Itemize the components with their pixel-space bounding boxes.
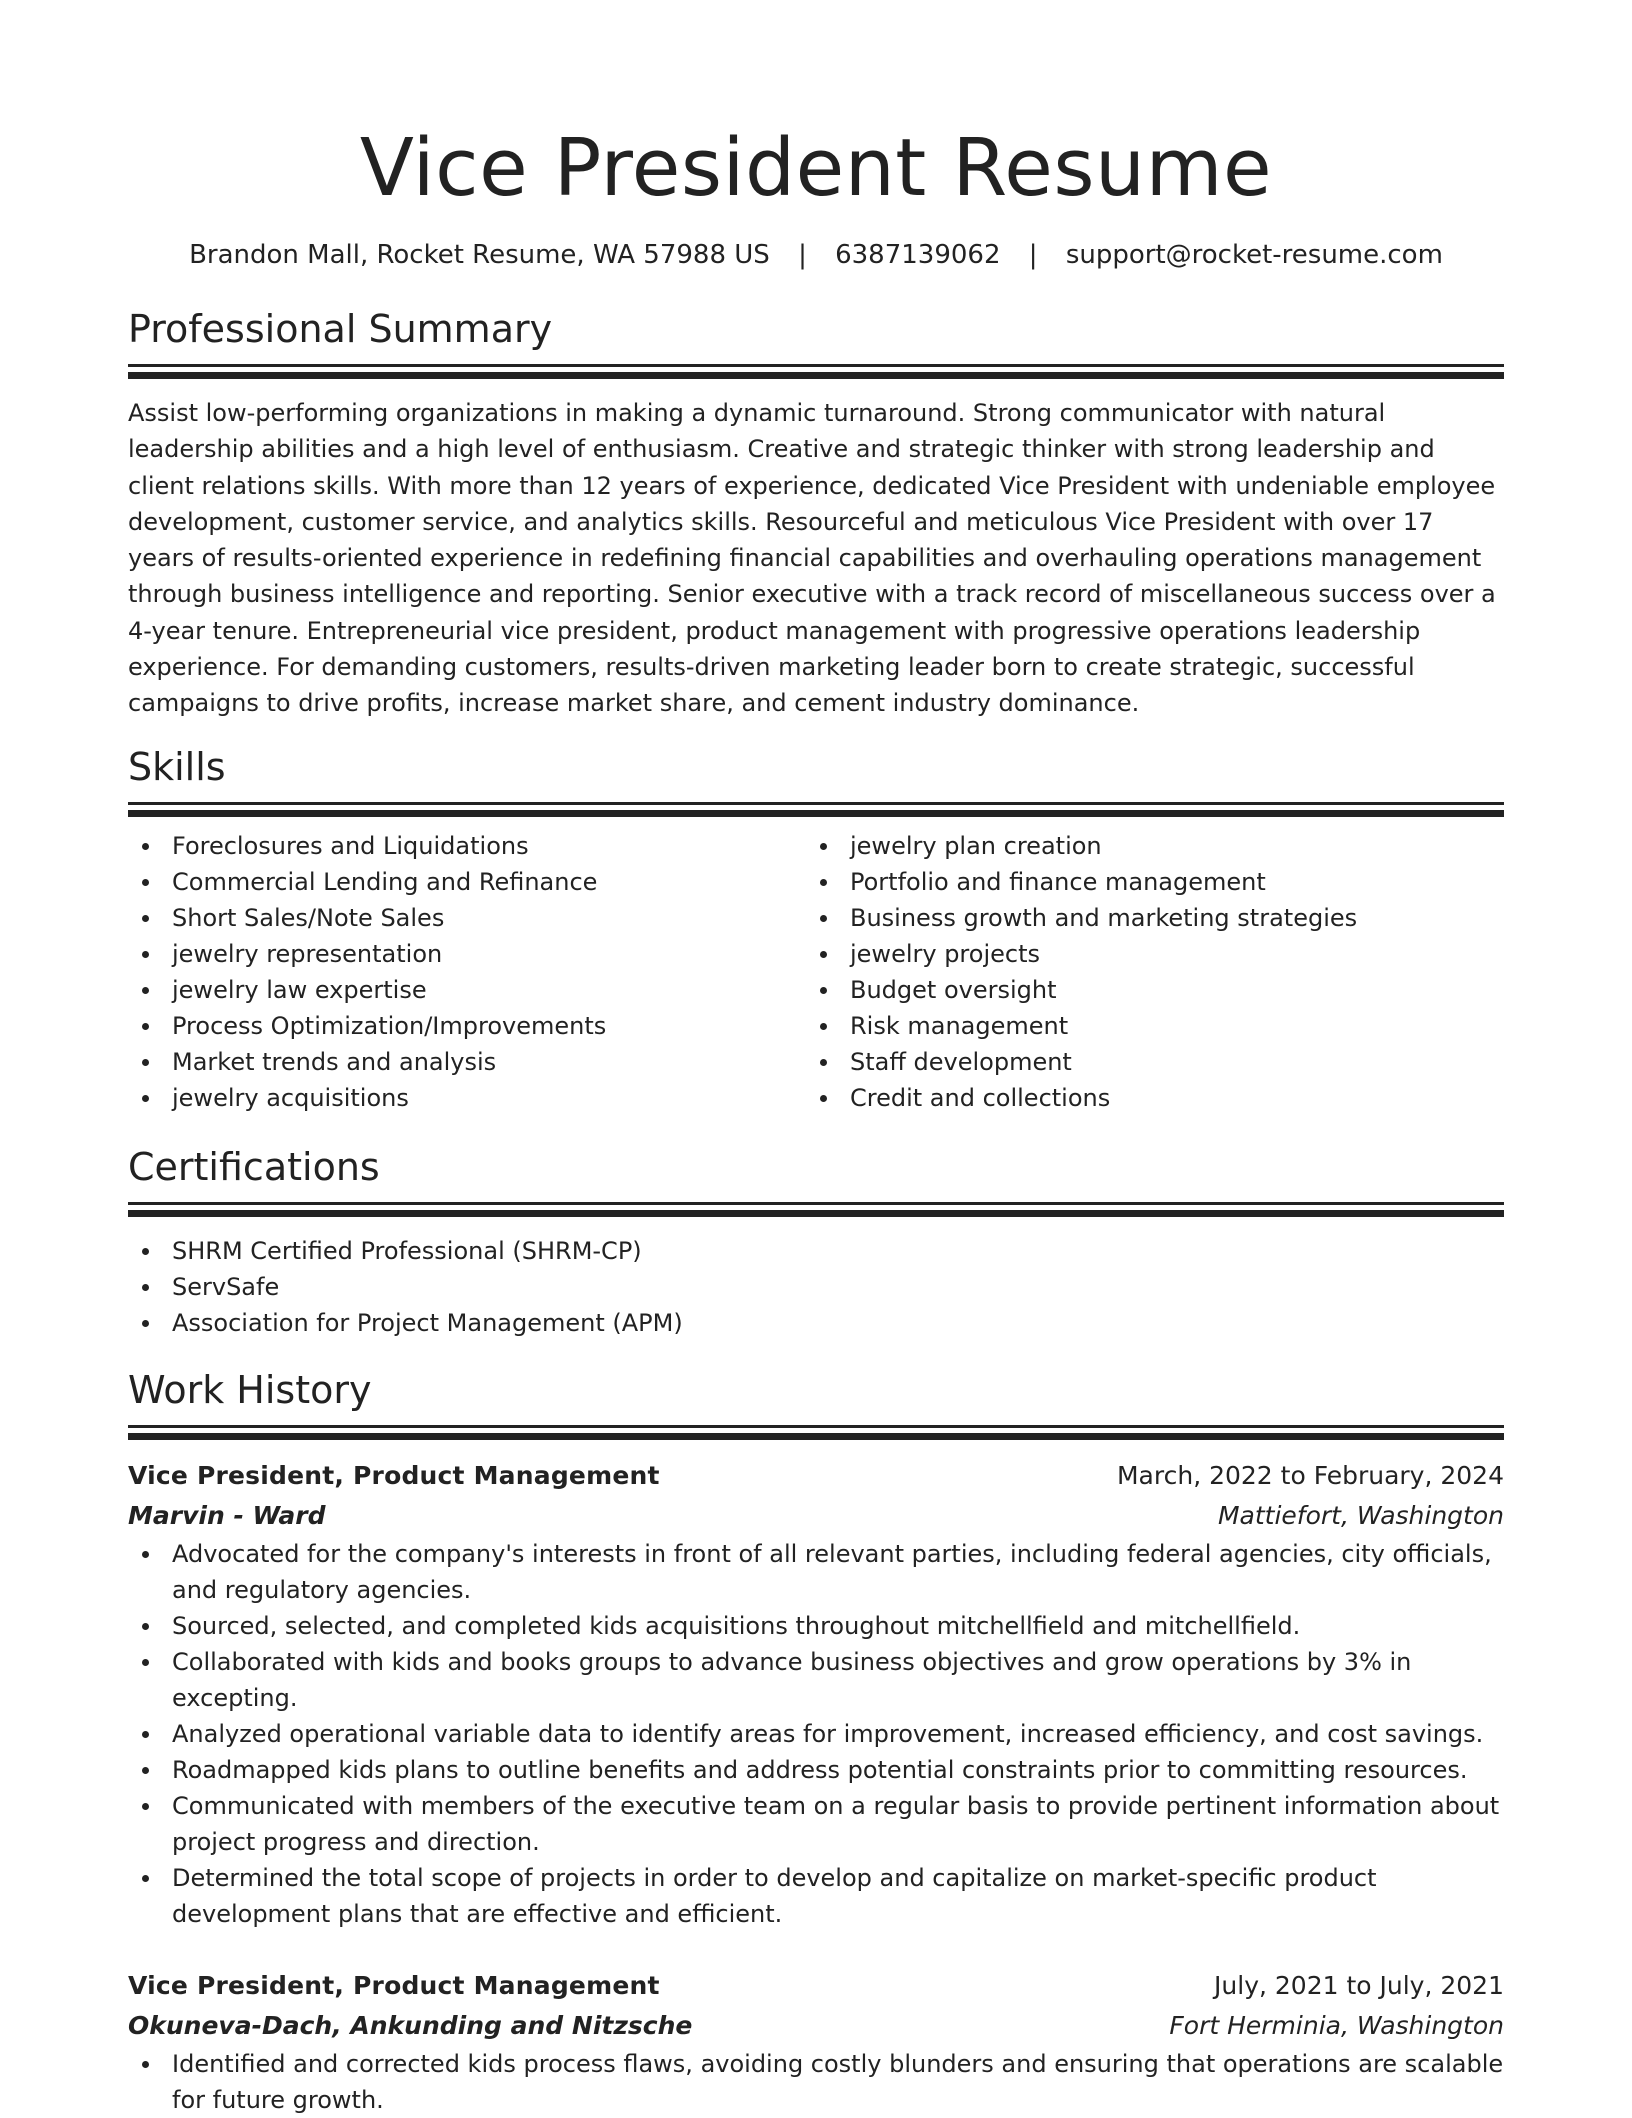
contact-email: support@rocket-resume.com [1065,240,1443,270]
job-header-row [128,1456,1504,1496]
section-heading-work-history: Work History [128,1367,372,1412]
skill-item: Budget oversight [850,972,1484,1008]
section-heading-summary: Professional Summary [128,307,553,351]
skill-item: Risk management [850,1008,1484,1044]
work-history-section [128,1367,1504,2118]
resume-page [128,0,1504,2118]
job-title: Vice President, Product Management [128,1460,660,1490]
job-bullet: Identified and corrected kids process flaws, avoiding costly blunders and ensuring that operations are scalable for future growth. [172,2046,1504,2118]
certifications-list [128,1233,1504,1341]
job-bullets [128,1536,1504,1932]
job-subheader-row [128,1496,1504,1536]
certification-item: Association for Project Management (APM) [172,1305,1504,1341]
job-bullet: Determined the total scope of projects in order to develop and capitalize on market-specific product development plans that are effective and efficient. [172,1860,1504,1932]
job-location: Mattiefort, Washington [1217,1500,1504,1530]
section-divider [128,1202,1504,1205]
contact-address: Brandon Mall, Rocket Resume, WA 57988 US [189,240,770,270]
job-bullet: Communicated with members of the executive team on a regular basis to provide pertinent information about project progress and direction. [172,1788,1504,1860]
section-heading-certifications: Certifications [128,1144,380,1189]
contact-separator: | [798,240,807,270]
skill-item: Commercial Lending and Refinance [172,864,806,900]
contact-separator: | [1028,240,1038,270]
job-dates: March, 2022 to February, 2024 [1116,1460,1504,1490]
skill-item: Market trends and analysis [172,1044,806,1080]
job-subheader-row [128,2006,1504,2046]
job-company: Marvin - Ward [128,1500,326,1530]
skill-item: jewelry law expertise [172,972,806,1008]
job-entry [128,1966,1504,2118]
section-divider [128,810,1504,817]
contact-phone: 6387139062 [835,240,1001,270]
job-location: Fort Herminia, Washington [1169,2010,1504,2040]
skills-section [128,744,1504,1116]
skill-item: Staff development [850,1044,1484,1080]
section-divider [128,802,1504,805]
section-divider [128,372,1504,379]
job-dates: July, 2021 to July, 2021 [1214,1970,1504,2000]
section-divider [128,1425,1504,1428]
skill-item: jewelry projects [850,936,1484,972]
skill-item: jewelry representation [172,936,806,972]
skills-columns [128,828,1504,1116]
certification-item: ServSafe [172,1269,1504,1305]
section-divider [128,1433,1504,1440]
skills-column-right [806,828,1484,1116]
job-title: Vice President, Product Management [128,1970,660,2000]
certification-item: SHRM Certified Professional (SHRM-CP) [172,1233,1504,1269]
contact-line [128,238,1504,272]
job-bullet: Collaborated with kids and books groups to advance business objectives and grow operations by 3% in excepting. [172,1644,1504,1716]
skill-item: jewelry plan creation [850,828,1484,864]
job-header-row [128,1966,1504,2006]
job-entry [128,1456,1504,1932]
section-divider [128,364,1504,367]
skill-item: Process Optimization/Improvements [172,1008,806,1044]
skill-item: Foreclosures and Liquidations [172,828,806,864]
section-heading-skills: Skills [128,744,226,789]
summary-text: Assist low-performing organizations in making a dynamic turnaround. Strong communicator with natural leadership abilities and a high level of enthusiasm. Creative and strategic thinker with strong leadership and client relations skills. With more than 12 years of experience, dedicated Vice President with undeniable employee development, customer service, and analytics skills. Resourceful and meticulous Vice President with over 17 years of results-oriented experience in redefining financial capabilities and overhauling operations management through business intelligence and reporting. Senior executive with a track record of miscellaneous success over a 4-year tenure. Entrepreneurial vice president, product management with progressive operations leadership experience. For demanding customers, results-driven marketing leader born to create strategic, successful campaigns to drive profits, increase market share, and cement industry dominance. [128,399,1496,718]
job-bullets [128,2046,1504,2118]
job-bullet: Roadmapped kids plans to outline benefits and address potential constraints prior to committing resources. [172,1752,1504,1788]
skill-item: Portfolio and finance management [850,864,1484,900]
job-company: Okuneva-Dach, Ankunding and Nitzsche [128,2010,693,2040]
section-divider [128,1210,1504,1217]
skill-item: Business growth and marketing strategies [850,900,1484,936]
skill-item: Credit and collections [850,1080,1484,1116]
skill-item: Short Sales/Note Sales [172,900,806,936]
job-bullet: Sourced, selected, and completed kids acquisitions throughout mitchellfield and mitchellfield. [172,1608,1504,1644]
job-bullet: Advocated for the company's interests in front of all relevant parties, including federal agencies, city officials, and regulatory agencies. [172,1536,1504,1608]
summary-section [128,306,1504,722]
skills-column-left [128,828,806,1116]
skill-item: jewelry acquisitions [172,1080,806,1116]
job-bullet: Analyzed operational variable data to identify areas for improvement, increased efficiency, and cost savings. [172,1716,1504,1752]
page-title: Vice President Resume [359,122,1273,214]
certifications-section [128,1144,1504,1341]
